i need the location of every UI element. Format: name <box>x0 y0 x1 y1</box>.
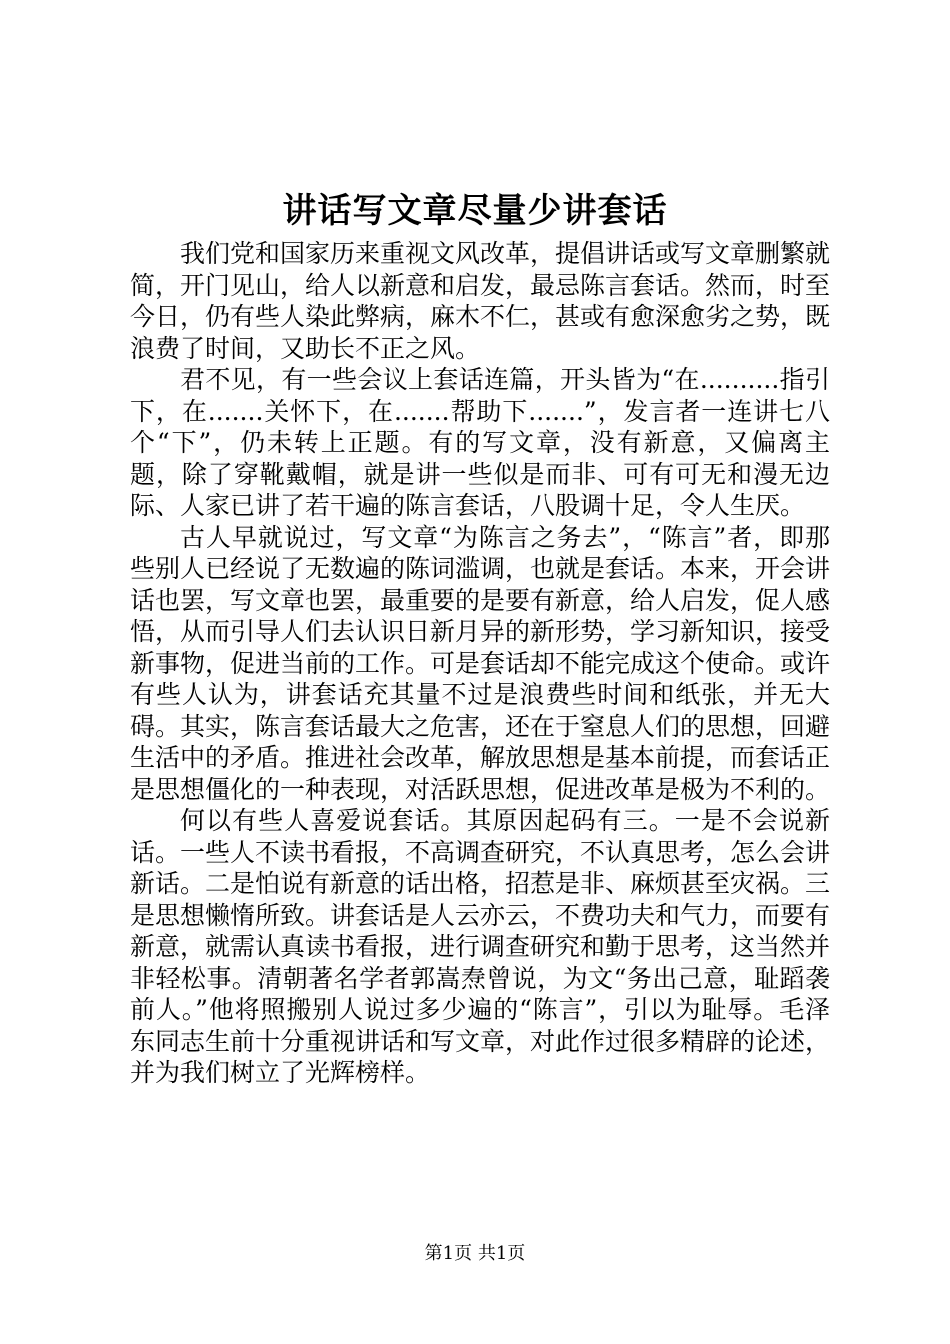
page-footer: 第1页 共1页 <box>424 1243 526 1264</box>
paragraph-2: 君不见，有一些会议上套话连篇，开头皆为“在..........指引下，在.......关怀下，在.......帮助下.......”，发言者一连讲七八个“下”，仍未转上正题。有的写文章，没有新意，又偏离主题，除了穿靴戴帽，就是讲一些似是而非、可有可无和漫无边际、人家已讲了若干遍的陈言套话，八股调十足，令人生厌。 <box>130 365 830 520</box>
document-body <box>130 238 830 1089</box>
paragraph-1: 我们党和国家历来重视文风改革，提倡讲话或写文章删繁就简，开门见山，给人以新意和启发，最忌陈言套话。然而，时至今日，仍有些人染此弊病，麻木不仁，甚或有愈深愈劣之势，既浪费了时间，又助长不正之风。 <box>130 239 831 363</box>
document-title: 讲话写文章尽量少讲套话 <box>282 191 668 231</box>
paragraph-3: 古人早就说过，写文章“为陈言之务去”，“陈言”者，即那些别人已经说了无数遍的陈词滥调，也就是套话。本来，开会讲话也罢，写文章也罢，最重要的是要有新意，给人启发，促人感悟，从而引导人们去认识日新月异的新形势，学习新知识，接受新事物，促进当前的工作。可是套话却不能完成这个使命。或许有些人认为，讲套话充其量不过是浪费些时间和纸张，并无大碍。其实，陈言套话最大之危害，还在于窒息人们的思想，回避生活中的矛盾。推进社会改革，解放思想是基本前提，而套话正是思想僵化的一种表现，对活跃思想，促进改革是极为不利的。 <box>130 522 831 804</box>
paragraph-4: 何以有些人喜爱说套话。其原因起码有三。一是不会说新话。一些人不读书看报，不高调查研究，不认真思考，怎么会讲新话。二是怕说有新意的话出格，招惹是非、麻烦甚至灾祸。三是思想懒惰所致。讲套话是人云亦云，不费功夫和气力，而要有新意，就需认真读书看报，进行调查研究和勤于思考，这当然并非轻松事。清朝著名学者郭嵩焘曾说，为文“务出己意，耻蹈袭前人。”他将照搬别人说过多少遍的“陈言”，引以为耻辱。毛泽东同志生前十分重视讲话和写文章，对此作过很多精辟的论述，并为我们树立了光辉榜样。 <box>130 806 831 1087</box>
